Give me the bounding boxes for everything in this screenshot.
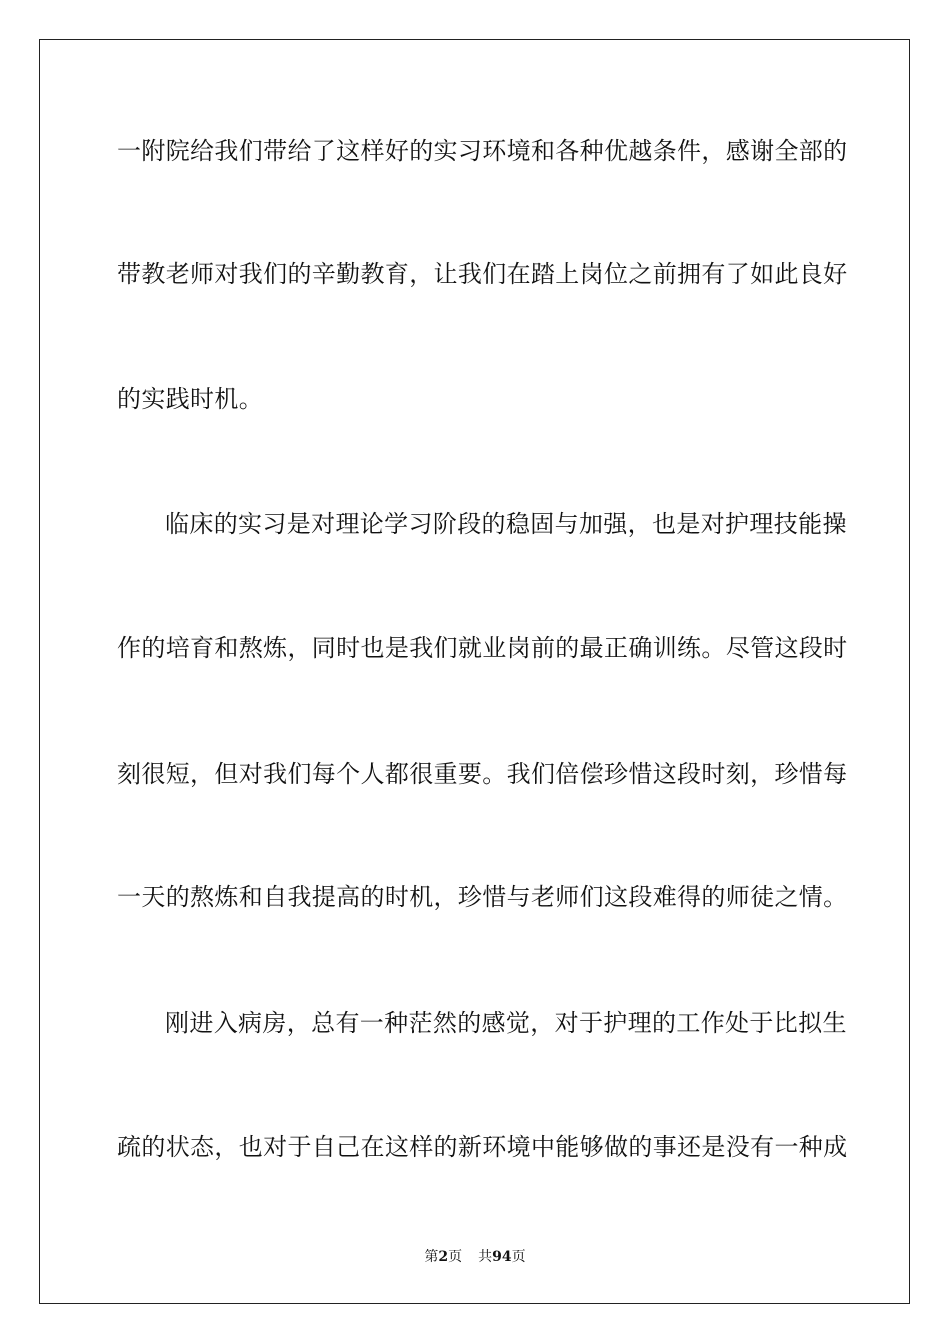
page-suffix: 页 [448, 1249, 463, 1265]
body-line-2: 带教老师对我们的辛勤教育，让我们在踏上岗位之前拥有了如此良好 [117, 260, 848, 288]
paragraph-2-line-1: 临床的实习是对理论学习阶段的稳固与加强，也是对护理技能操 [165, 510, 847, 538]
paragraph-3-line-1: 刚进入病房，总有一种茫然的感觉，对于护理的工作处于比拟生 [165, 1009, 847, 1037]
page-border [39, 39, 910, 1304]
paragraph-2-line-3: 刻很短，但对我们每个人都很重要。我们倍偿珍惜这段时刻，珍惜每 [117, 760, 848, 788]
total-pages: 94 [492, 1249, 512, 1265]
page-prefix: 第 [424, 1249, 439, 1265]
total-suffix: 页 [511, 1249, 526, 1265]
body-line-3: 的实践时机。 [117, 385, 264, 413]
page-footer [0, 1248, 950, 1266]
paragraph-2-line-2: 作的培育和熬炼，同时也是我们就业岗前的最正确训练。尽管这段时 [117, 634, 848, 662]
paragraph-2-line-4: 一天的熬炼和自我提高的时机，珍惜与老师们这段难得的师徒之情。 [117, 883, 848, 911]
body-line-1: 一附院给我们带给了这样好的实习环境和各种优越条件，感谢全部的 [117, 137, 848, 165]
total-prefix: 共 [478, 1249, 493, 1265]
paragraph-3-line-2: 疏的状态，也对于自己在这样的新环境中能够做的事还是没有一种成 [117, 1133, 848, 1161]
page-number: 2 [438, 1249, 449, 1265]
